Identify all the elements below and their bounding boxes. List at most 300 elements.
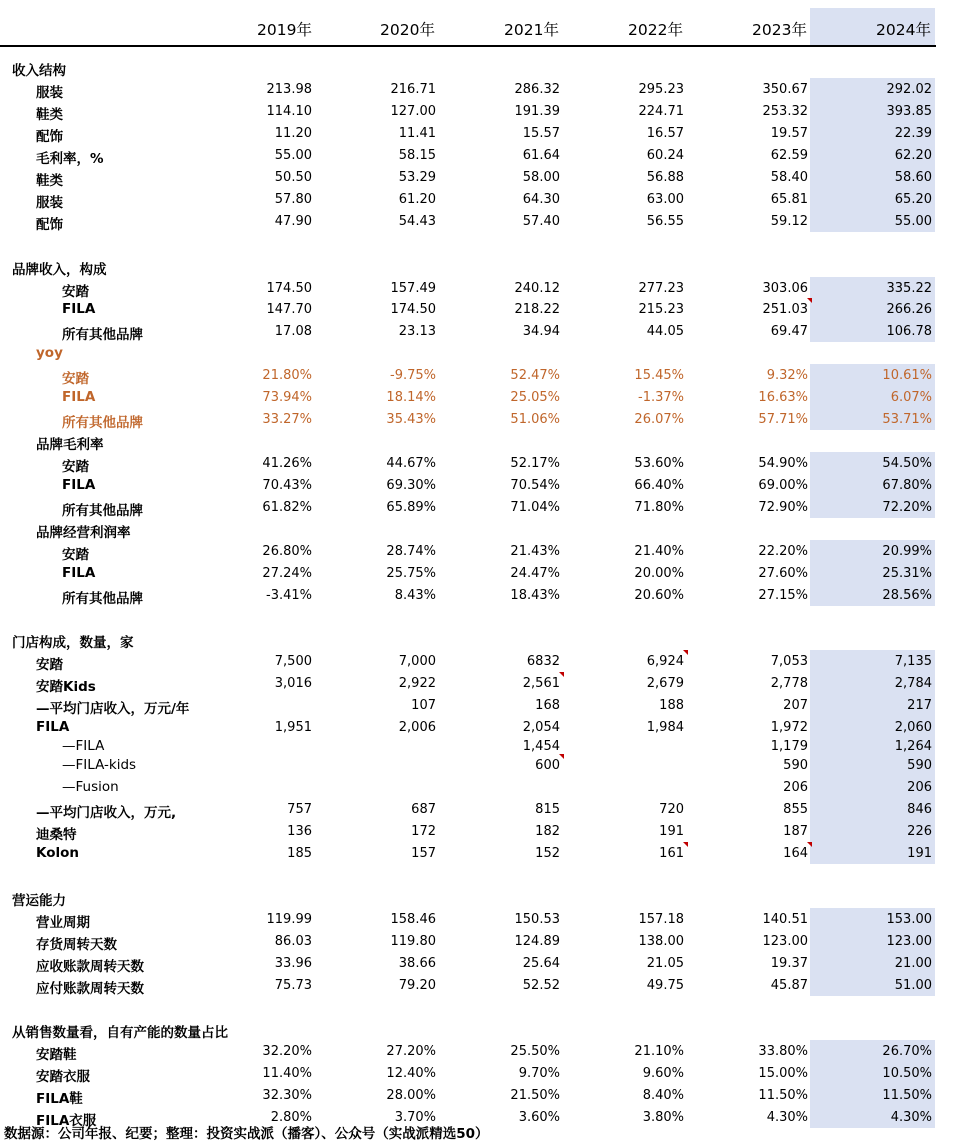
table-row bbox=[0, 930, 964, 952]
cell-2020: 11.41 bbox=[398, 126, 436, 141]
table-row bbox=[0, 56, 964, 78]
row-label: FILA bbox=[62, 301, 96, 317]
cell-2024: 54.50% bbox=[882, 456, 932, 471]
cell-2022: 53.60% bbox=[634, 456, 684, 471]
cell-2024: 22.39 bbox=[894, 126, 932, 141]
cell-2024: 55.00 bbox=[894, 214, 932, 229]
header-row bbox=[0, 8, 936, 47]
cell-2020: 157 bbox=[411, 846, 436, 861]
cell-2024: 20.99% bbox=[882, 544, 932, 559]
row-label: 收入结构 bbox=[12, 63, 66, 79]
cell-2022: 20.00% bbox=[634, 566, 684, 581]
cell-2020: 53.29 bbox=[398, 170, 436, 185]
row-label: 门店构成，数量，家 bbox=[12, 635, 134, 651]
cell-2019: 213.98 bbox=[266, 82, 312, 97]
cell-2023: 590 bbox=[783, 758, 808, 773]
cell-2023: 27.15% bbox=[758, 588, 808, 603]
header-2020: 2020年 bbox=[380, 21, 435, 39]
cell-2021: 21.43% bbox=[510, 544, 560, 559]
cell-2020: 35.43% bbox=[386, 412, 436, 427]
table-row bbox=[0, 562, 964, 584]
row-label: —平均门店收入，万元, bbox=[36, 805, 177, 821]
cell-2023: 15.00% bbox=[758, 1066, 808, 1081]
table-row bbox=[0, 584, 964, 606]
table-row bbox=[0, 386, 964, 408]
cell-2024: 11.50% bbox=[882, 1088, 932, 1103]
cell-2023: 187 bbox=[783, 824, 808, 839]
cell-2020: 119.80 bbox=[390, 934, 436, 949]
cell-2021: 150.53 bbox=[514, 912, 560, 927]
cell-2022: 161 bbox=[659, 846, 684, 861]
table-row bbox=[0, 122, 964, 144]
cell-2021: 286.32 bbox=[514, 82, 560, 97]
cell-2024: 191 bbox=[907, 846, 932, 861]
table-row bbox=[0, 694, 964, 716]
cell-2020: 687 bbox=[411, 802, 436, 817]
cell-2021: 600 bbox=[535, 758, 560, 773]
cell-2024: 217 bbox=[907, 698, 932, 713]
cell-2019: 2.80% bbox=[270, 1110, 312, 1125]
cell-2020: 127.00 bbox=[390, 104, 436, 119]
cell-2019: 1,951 bbox=[274, 720, 312, 735]
cell-2021: 52.52 bbox=[522, 978, 560, 993]
table-row bbox=[0, 1062, 964, 1084]
cell-2022: 2,679 bbox=[646, 676, 684, 691]
cell-2019: 7,500 bbox=[274, 654, 312, 669]
table-row bbox=[0, 188, 964, 210]
cell-2019: 757 bbox=[287, 802, 312, 817]
cell-2023: 72.90% bbox=[758, 500, 808, 515]
cell-2023: 45.87 bbox=[770, 978, 808, 993]
cell-2023: 123.00 bbox=[762, 934, 808, 949]
cell-2022: 49.75 bbox=[646, 978, 684, 993]
table-row bbox=[0, 255, 964, 277]
cell-2019: 57.80 bbox=[274, 192, 312, 207]
cell-2020: 54.43 bbox=[398, 214, 436, 229]
cell-2019: 75.73 bbox=[274, 978, 312, 993]
cell-2022: -1.37% bbox=[638, 390, 684, 405]
cell-2020: 38.66 bbox=[398, 956, 436, 971]
table-row bbox=[0, 408, 964, 430]
cell-2019: 11.20 bbox=[274, 126, 312, 141]
cell-2024: 72.20% bbox=[882, 500, 932, 515]
cell-2024: 10.61% bbox=[882, 368, 932, 383]
cell-2019: 11.40% bbox=[262, 1066, 312, 1081]
cell-2019: 27.24% bbox=[262, 566, 312, 581]
header-2023: 2023年 bbox=[752, 21, 807, 39]
cell-2021: 25.05% bbox=[510, 390, 560, 405]
row-label: 安踏 bbox=[62, 547, 89, 563]
cell-2023: 855 bbox=[783, 802, 808, 817]
cell-2019: 61.82% bbox=[262, 500, 312, 515]
row-label: 从销售数量看，自有产能的数量占比 bbox=[12, 1025, 228, 1041]
row-label: FILA bbox=[62, 565, 96, 581]
cell-2020: 107 bbox=[411, 698, 436, 713]
table-row bbox=[0, 650, 964, 672]
table-row bbox=[0, 1040, 964, 1062]
comment-indicator-icon bbox=[559, 754, 564, 759]
header-2024: 2024年 bbox=[876, 21, 931, 39]
cell-2019: -3.41% bbox=[266, 588, 312, 603]
cell-2019: 50.50 bbox=[274, 170, 312, 185]
table-row bbox=[0, 908, 964, 930]
row-label: 应收账款周转天数 bbox=[36, 959, 144, 975]
cell-2022: 66.40% bbox=[634, 478, 684, 493]
cell-2022: 720 bbox=[659, 802, 684, 817]
row-label: FILA bbox=[36, 719, 70, 735]
cell-2019: 33.27% bbox=[262, 412, 312, 427]
cell-2023: 9.32% bbox=[766, 368, 808, 383]
cell-2023: 140.51 bbox=[762, 912, 808, 927]
cell-2024: 4.30% bbox=[890, 1110, 932, 1125]
row-label: 配饰 bbox=[36, 129, 63, 145]
cell-2020: 28.74% bbox=[386, 544, 436, 559]
cell-2020: 18.14% bbox=[386, 390, 436, 405]
cell-2021: 182 bbox=[535, 824, 560, 839]
cell-2022: 1,984 bbox=[646, 720, 684, 735]
cell-2024: 266.26 bbox=[886, 302, 932, 317]
row-label: 品牌收入，构成 bbox=[12, 262, 107, 278]
cell-2024: 335.22 bbox=[886, 281, 932, 296]
cell-2023: 62.59 bbox=[770, 148, 808, 163]
cell-2021: 9.70% bbox=[518, 1066, 560, 1081]
cell-2021: 61.64 bbox=[522, 148, 560, 163]
cell-2024: 67.80% bbox=[882, 478, 932, 493]
cell-2019: 70.43% bbox=[262, 478, 312, 493]
table-row bbox=[0, 842, 964, 864]
row-label: 迪桑特 bbox=[36, 827, 77, 843]
cell-2020: 157.49 bbox=[390, 281, 436, 296]
cell-2019: 17.08 bbox=[274, 324, 312, 339]
row-label: 营业周期 bbox=[36, 915, 90, 931]
cell-2019: 174.50 bbox=[266, 281, 312, 296]
table-row bbox=[0, 886, 964, 908]
row-label: 所有其他品牌 bbox=[62, 415, 143, 431]
cell-2023: 350.67 bbox=[762, 82, 808, 97]
cell-2023: 69.47 bbox=[770, 324, 808, 339]
cell-2023: 54.90% bbox=[758, 456, 808, 471]
cell-2021: 15.57 bbox=[522, 126, 560, 141]
cell-2022: 138.00 bbox=[638, 934, 684, 949]
row-label: 安踏衣服 bbox=[36, 1069, 90, 1085]
cell-2021: 24.47% bbox=[510, 566, 560, 581]
cell-2021: 18.43% bbox=[510, 588, 560, 603]
cell-2019: 73.94% bbox=[262, 390, 312, 405]
row-label: 存货周转天数 bbox=[36, 937, 117, 953]
cell-2021: 71.04% bbox=[510, 500, 560, 515]
table-row bbox=[0, 996, 964, 1018]
cell-2021: 124.89 bbox=[514, 934, 560, 949]
cell-2024: 65.20 bbox=[894, 192, 932, 207]
cell-2023: 2,778 bbox=[770, 676, 808, 691]
cell-2022: 188 bbox=[659, 698, 684, 713]
row-label: FILA鞋 bbox=[36, 1091, 83, 1107]
cell-2022: 26.07% bbox=[634, 412, 684, 427]
cell-2019: 185 bbox=[287, 846, 312, 861]
cell-2024: 106.78 bbox=[886, 324, 932, 339]
cell-2022: 6,924 bbox=[646, 654, 684, 669]
table-row bbox=[0, 952, 964, 974]
cell-2022: 224.71 bbox=[638, 104, 684, 119]
header-2022: 2022年 bbox=[628, 21, 683, 39]
table-row bbox=[0, 974, 964, 996]
row-label: 所有其他品牌 bbox=[62, 327, 143, 343]
cell-2023: 164 bbox=[783, 846, 808, 861]
cell-2024: 58.60 bbox=[894, 170, 932, 185]
cell-2024: 21.00 bbox=[894, 956, 932, 971]
cell-2024: 846 bbox=[907, 802, 932, 817]
header-2019: 2019年 bbox=[257, 21, 312, 39]
cell-2021: 51.06% bbox=[510, 412, 560, 427]
cell-2019: 47.90 bbox=[274, 214, 312, 229]
cell-2021: 52.47% bbox=[510, 368, 560, 383]
table-row bbox=[0, 820, 964, 842]
cell-2023: 1,179 bbox=[770, 739, 808, 754]
cell-2019: 86.03 bbox=[274, 934, 312, 949]
cell-2023: 4.30% bbox=[766, 1110, 808, 1125]
cell-2024: 26.70% bbox=[882, 1044, 932, 1059]
cell-2021: 2,561 bbox=[522, 676, 560, 691]
row-label: 安踏 bbox=[62, 284, 89, 300]
cell-2019: 32.20% bbox=[262, 1044, 312, 1059]
cell-2024: 590 bbox=[907, 758, 932, 773]
cell-2021: 57.40 bbox=[522, 214, 560, 229]
cell-2023: 7,053 bbox=[770, 654, 808, 669]
cell-2020: 61.20 bbox=[398, 192, 436, 207]
cell-2023: 58.40 bbox=[770, 170, 808, 185]
table-row bbox=[0, 1084, 964, 1106]
cell-2022: 8.40% bbox=[642, 1088, 684, 1103]
cell-2020: 44.67% bbox=[386, 456, 436, 471]
table-row bbox=[0, 342, 964, 364]
cell-2021: 70.54% bbox=[510, 478, 560, 493]
cell-2021: 52.17% bbox=[510, 456, 560, 471]
table-row bbox=[0, 452, 964, 474]
row-label: —平均门店收入，万元/年 bbox=[36, 701, 190, 717]
cell-2020: 174.50 bbox=[390, 302, 436, 317]
cell-2019: 119.99 bbox=[266, 912, 312, 927]
cell-2019: 136 bbox=[287, 824, 312, 839]
row-label: 配饰 bbox=[36, 217, 63, 233]
cell-2020: 12.40% bbox=[386, 1066, 436, 1081]
table-row bbox=[0, 628, 964, 650]
row-label: 服装 bbox=[36, 195, 63, 211]
cell-2022: 277.23 bbox=[638, 281, 684, 296]
cell-2022: 215.23 bbox=[638, 302, 684, 317]
cell-2019: 33.96 bbox=[274, 956, 312, 971]
cell-2024: 2,784 bbox=[894, 676, 932, 691]
table-row bbox=[0, 320, 964, 342]
cell-2024: 1,264 bbox=[894, 739, 932, 754]
row-label: 安踏 bbox=[62, 459, 89, 475]
row-label: 鞋类 bbox=[36, 107, 63, 123]
cell-2021: 6832 bbox=[526, 654, 560, 669]
cell-2023: 207 bbox=[783, 698, 808, 713]
cell-2024: 393.85 bbox=[886, 104, 932, 119]
cell-2020: 27.20% bbox=[386, 1044, 436, 1059]
cell-2022: 71.80% bbox=[634, 500, 684, 515]
cell-2019: 32.30% bbox=[262, 1088, 312, 1103]
cell-2023: 16.63% bbox=[758, 390, 808, 405]
cell-2021: 218.22 bbox=[514, 302, 560, 317]
table-row bbox=[0, 864, 964, 886]
cell-2019: 3,016 bbox=[274, 676, 312, 691]
cell-2023: 22.20% bbox=[758, 544, 808, 559]
cell-2019: 55.00 bbox=[274, 148, 312, 163]
cell-2021: 25.50% bbox=[510, 1044, 560, 1059]
cell-2023: 253.32 bbox=[762, 104, 808, 119]
cell-2021: 191.39 bbox=[514, 104, 560, 119]
table-row bbox=[0, 144, 964, 166]
cell-2024: 7,135 bbox=[894, 654, 932, 669]
cell-2024: 123.00 bbox=[886, 934, 932, 949]
cell-2022: 191 bbox=[659, 824, 684, 839]
cell-2024: 226 bbox=[907, 824, 932, 839]
cell-2020: 7,000 bbox=[398, 654, 436, 669]
cell-2021: 240.12 bbox=[514, 281, 560, 296]
table-row bbox=[0, 430, 964, 452]
cell-2022: 63.00 bbox=[646, 192, 684, 207]
cell-2024: 292.02 bbox=[886, 82, 932, 97]
cell-2019: 147.70 bbox=[266, 302, 312, 317]
row-label: 品牌毛利率 bbox=[36, 437, 104, 453]
cell-2023: 303.06 bbox=[762, 281, 808, 296]
table-row bbox=[0, 518, 964, 540]
table-row bbox=[0, 606, 964, 628]
row-label: 应付账款周转天数 bbox=[36, 981, 144, 997]
cell-2024: 51.00 bbox=[894, 978, 932, 993]
cell-2019: 21.80% bbox=[262, 368, 312, 383]
cell-2023: 1,972 bbox=[770, 720, 808, 735]
cell-2019: 26.80% bbox=[262, 544, 312, 559]
table-row bbox=[0, 798, 964, 820]
cell-2024: 62.20 bbox=[894, 148, 932, 163]
cell-2021: 21.50% bbox=[510, 1088, 560, 1103]
cell-2022: 295.23 bbox=[638, 82, 684, 97]
row-label: —FILA-kids bbox=[62, 757, 137, 773]
table-row bbox=[0, 776, 964, 798]
cell-2024: 206 bbox=[907, 780, 932, 795]
row-label: FILA衣服 bbox=[36, 1113, 97, 1129]
cell-2023: 27.60% bbox=[758, 566, 808, 581]
cell-2024: 2,060 bbox=[894, 720, 932, 735]
cell-2024: 28.56% bbox=[882, 588, 932, 603]
cell-2023: 19.57 bbox=[770, 126, 808, 141]
cell-2022: 44.05 bbox=[646, 324, 684, 339]
cell-2020: 2,006 bbox=[398, 720, 436, 735]
cell-2020: 2,922 bbox=[398, 676, 436, 691]
cell-2020: 158.46 bbox=[390, 912, 436, 927]
row-label: 所有其他品牌 bbox=[62, 591, 143, 607]
table-row bbox=[0, 298, 964, 320]
cell-2022: 9.60% bbox=[642, 1066, 684, 1081]
cell-2022: 21.40% bbox=[634, 544, 684, 559]
row-label: 毛利率，% bbox=[36, 151, 104, 167]
cell-2020: 69.30% bbox=[386, 478, 436, 493]
cell-2022: 60.24 bbox=[646, 148, 684, 163]
table-row bbox=[0, 672, 964, 694]
cell-2021: 3.60% bbox=[518, 1110, 560, 1125]
row-label: 安踏鞋 bbox=[36, 1047, 77, 1063]
cell-2020: 65.89% bbox=[386, 500, 436, 515]
cell-2020: 216.71 bbox=[390, 82, 436, 97]
cell-2019: 41.26% bbox=[262, 456, 312, 471]
cell-2020: 58.15 bbox=[398, 148, 436, 163]
cell-2023: 57.71% bbox=[758, 412, 808, 427]
row-label: —FILA bbox=[62, 738, 105, 754]
cell-2021: 25.64 bbox=[522, 956, 560, 971]
comment-indicator-icon bbox=[807, 298, 812, 303]
table-row bbox=[0, 210, 964, 232]
row-label: —Fusion bbox=[62, 779, 119, 795]
cell-2024: 10.50% bbox=[882, 1066, 932, 1081]
cell-2020: 23.13 bbox=[398, 324, 436, 339]
cell-2021: 2,054 bbox=[522, 720, 560, 735]
header-2021: 2021年 bbox=[504, 21, 559, 39]
row-label: 服装 bbox=[36, 85, 63, 101]
row-label: 营运能力 bbox=[12, 893, 66, 909]
cell-2024: 6.07% bbox=[890, 390, 932, 405]
cell-2024: 53.71% bbox=[882, 412, 932, 427]
cell-2023: 59.12 bbox=[770, 214, 808, 229]
cell-2021: 58.00 bbox=[522, 170, 560, 185]
table-row bbox=[0, 100, 964, 122]
cell-2020: 3.70% bbox=[394, 1110, 436, 1125]
cell-2021: 34.94 bbox=[522, 324, 560, 339]
table-row bbox=[0, 277, 964, 299]
cell-2022: 16.57 bbox=[646, 126, 684, 141]
cell-2022: 21.05 bbox=[646, 956, 684, 971]
cell-2021: 64.30 bbox=[522, 192, 560, 207]
table-row bbox=[0, 754, 964, 776]
cell-2023: 65.81 bbox=[770, 192, 808, 207]
cell-2021: 1,454 bbox=[522, 739, 560, 754]
table-row bbox=[0, 474, 964, 496]
cell-2020: -9.75% bbox=[390, 368, 436, 383]
cell-2022: 56.55 bbox=[646, 214, 684, 229]
table-row bbox=[0, 496, 964, 518]
cell-2022: 56.88 bbox=[646, 170, 684, 185]
table-row bbox=[0, 78, 964, 100]
cell-2023: 206 bbox=[783, 780, 808, 795]
row-label: yoy bbox=[36, 345, 63, 361]
row-label: 所有其他品牌 bbox=[62, 503, 143, 519]
cell-2024: 25.31% bbox=[882, 566, 932, 581]
cell-2023: 19.37 bbox=[770, 956, 808, 971]
cell-2021: 168 bbox=[535, 698, 560, 713]
comment-indicator-icon bbox=[683, 842, 688, 847]
comment-indicator-icon bbox=[559, 672, 564, 677]
row-label: 安踏 bbox=[62, 371, 89, 387]
cell-2022: 20.60% bbox=[634, 588, 684, 603]
cell-2022: 3.80% bbox=[642, 1110, 684, 1125]
cell-2023: 33.80% bbox=[758, 1044, 808, 1059]
table-row bbox=[0, 1018, 964, 1040]
cell-2021: 152 bbox=[535, 846, 560, 861]
cell-2022: 15.45% bbox=[634, 368, 684, 383]
table-row bbox=[0, 166, 964, 188]
table-row bbox=[0, 364, 964, 386]
cell-2023: 11.50% bbox=[758, 1088, 808, 1103]
cell-2020: 25.75% bbox=[386, 566, 436, 581]
cell-2020: 8.43% bbox=[394, 588, 436, 603]
source-footer: 数据源：公司年报、纪要；整理：投资实战派（播客）、公众号（实战派精选50） bbox=[4, 1126, 489, 1142]
row-label: Kolon bbox=[36, 845, 80, 861]
cell-2023: 251.03 bbox=[762, 302, 808, 317]
row-label: 安踏 bbox=[36, 657, 63, 673]
table-row bbox=[0, 232, 964, 254]
cell-2022: 21.10% bbox=[634, 1044, 684, 1059]
